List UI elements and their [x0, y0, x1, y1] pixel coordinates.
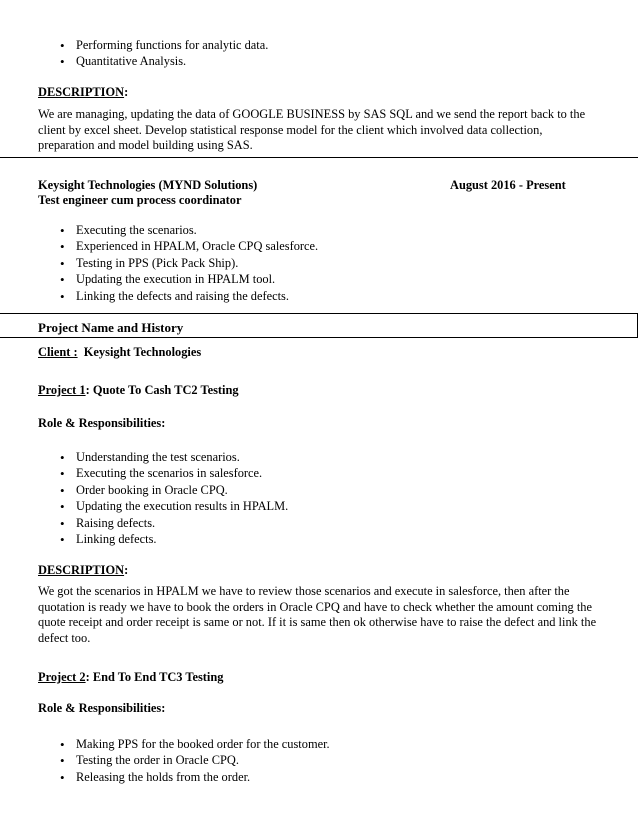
- project2-heading: [38, 670, 223, 686]
- list-item: • Linking the defects and raising the defects.: [38, 289, 318, 305]
- job-bullet-list: [38, 223, 318, 305]
- list-item: • Quantitative Analysis.: [38, 54, 268, 70]
- client-sep: :: [73, 345, 78, 359]
- section-heading-bottom-rule: [0, 337, 638, 338]
- list-item: • Understanding the test scenarios.: [38, 450, 288, 466]
- list-item: • Executing the scenarios.: [38, 223, 318, 239]
- job-company: Keysight Technologies (MYND Solutions): [38, 178, 258, 192]
- list-item: • Updating the execution in HPALM tool.: [38, 272, 318, 288]
- project1-description: We got the scenarios in HPALM we have to review those scenarios and execute in salesforce, then after the quotation is ready we have to book the orders in Oracle CPQ and have to check whether the amount coming the quote receipt and order receipt is same or not. If it is same then ok otherwise have to raise the defect and link the defect too.: [38, 584, 597, 645]
- section-divider: [0, 157, 638, 158]
- project2-label: Project 2: [38, 670, 86, 684]
- section-heading-top-rule: [0, 313, 638, 314]
- list-item: • Executing the scenarios in salesforce.: [38, 466, 288, 482]
- project1-label: Project 1: [38, 383, 86, 397]
- description-colon: :: [124, 85, 129, 99]
- list-item: • Testing the order in Oracle CPQ.: [38, 753, 330, 769]
- project1-roles-heading: Role & Responsibilities:: [38, 416, 166, 430]
- description-colon: :: [124, 563, 129, 577]
- project1-heading: [38, 383, 239, 399]
- project1-bullet-list: [38, 450, 288, 548]
- client-value: Keysight Technologies: [77, 345, 202, 359]
- list-item: • Releasing the holds from the order.: [38, 770, 330, 786]
- list-item: • Experienced in HPALM, Oracle CPQ salesforce.: [38, 239, 318, 255]
- description-label: DESCRIPTION: [38, 563, 125, 577]
- list-item: • Updating the execution results in HPALM.: [38, 499, 288, 515]
- project2-bullet-list: [38, 737, 330, 786]
- job-dates: August 2016 - Present: [450, 178, 566, 192]
- list-item: • Testing in PPS (Pick Pack Ship).: [38, 256, 318, 272]
- client-label: Client: [38, 345, 74, 359]
- project1-title: : Quote To Cash TC2 Testing: [85, 383, 239, 397]
- client-line: [38, 345, 201, 361]
- list-item: • Performing functions for analytic data.: [38, 38, 268, 54]
- project1-description-heading: [38, 563, 128, 579]
- top-bullet-list: [38, 38, 268, 71]
- job-title: Test engineer cum process coordinator: [38, 193, 242, 207]
- project2-title: : End To End TC3 Testing: [85, 670, 224, 684]
- description-paragraph: We are managing, updating the data of GOOGLE BUSINESS by SAS SQL and we send the report back to the client by excel sheet. Develop statistical response model for the client which involved data collection, preparation and model building using SAS.: [38, 107, 586, 153]
- description-label: DESCRIPTION: [38, 85, 125, 99]
- list-item: • Making PPS for the booked order for the customer.: [38, 737, 330, 753]
- section-heading: Project Name and History: [38, 320, 184, 335]
- list-item: • Linking defects.: [38, 532, 288, 548]
- list-item: • Raising defects.: [38, 516, 288, 532]
- project2-roles-heading: Role & Responsibilities:: [38, 701, 166, 715]
- list-item: • Order booking in Oracle CPQ.: [38, 483, 288, 499]
- description-heading: [38, 85, 128, 101]
